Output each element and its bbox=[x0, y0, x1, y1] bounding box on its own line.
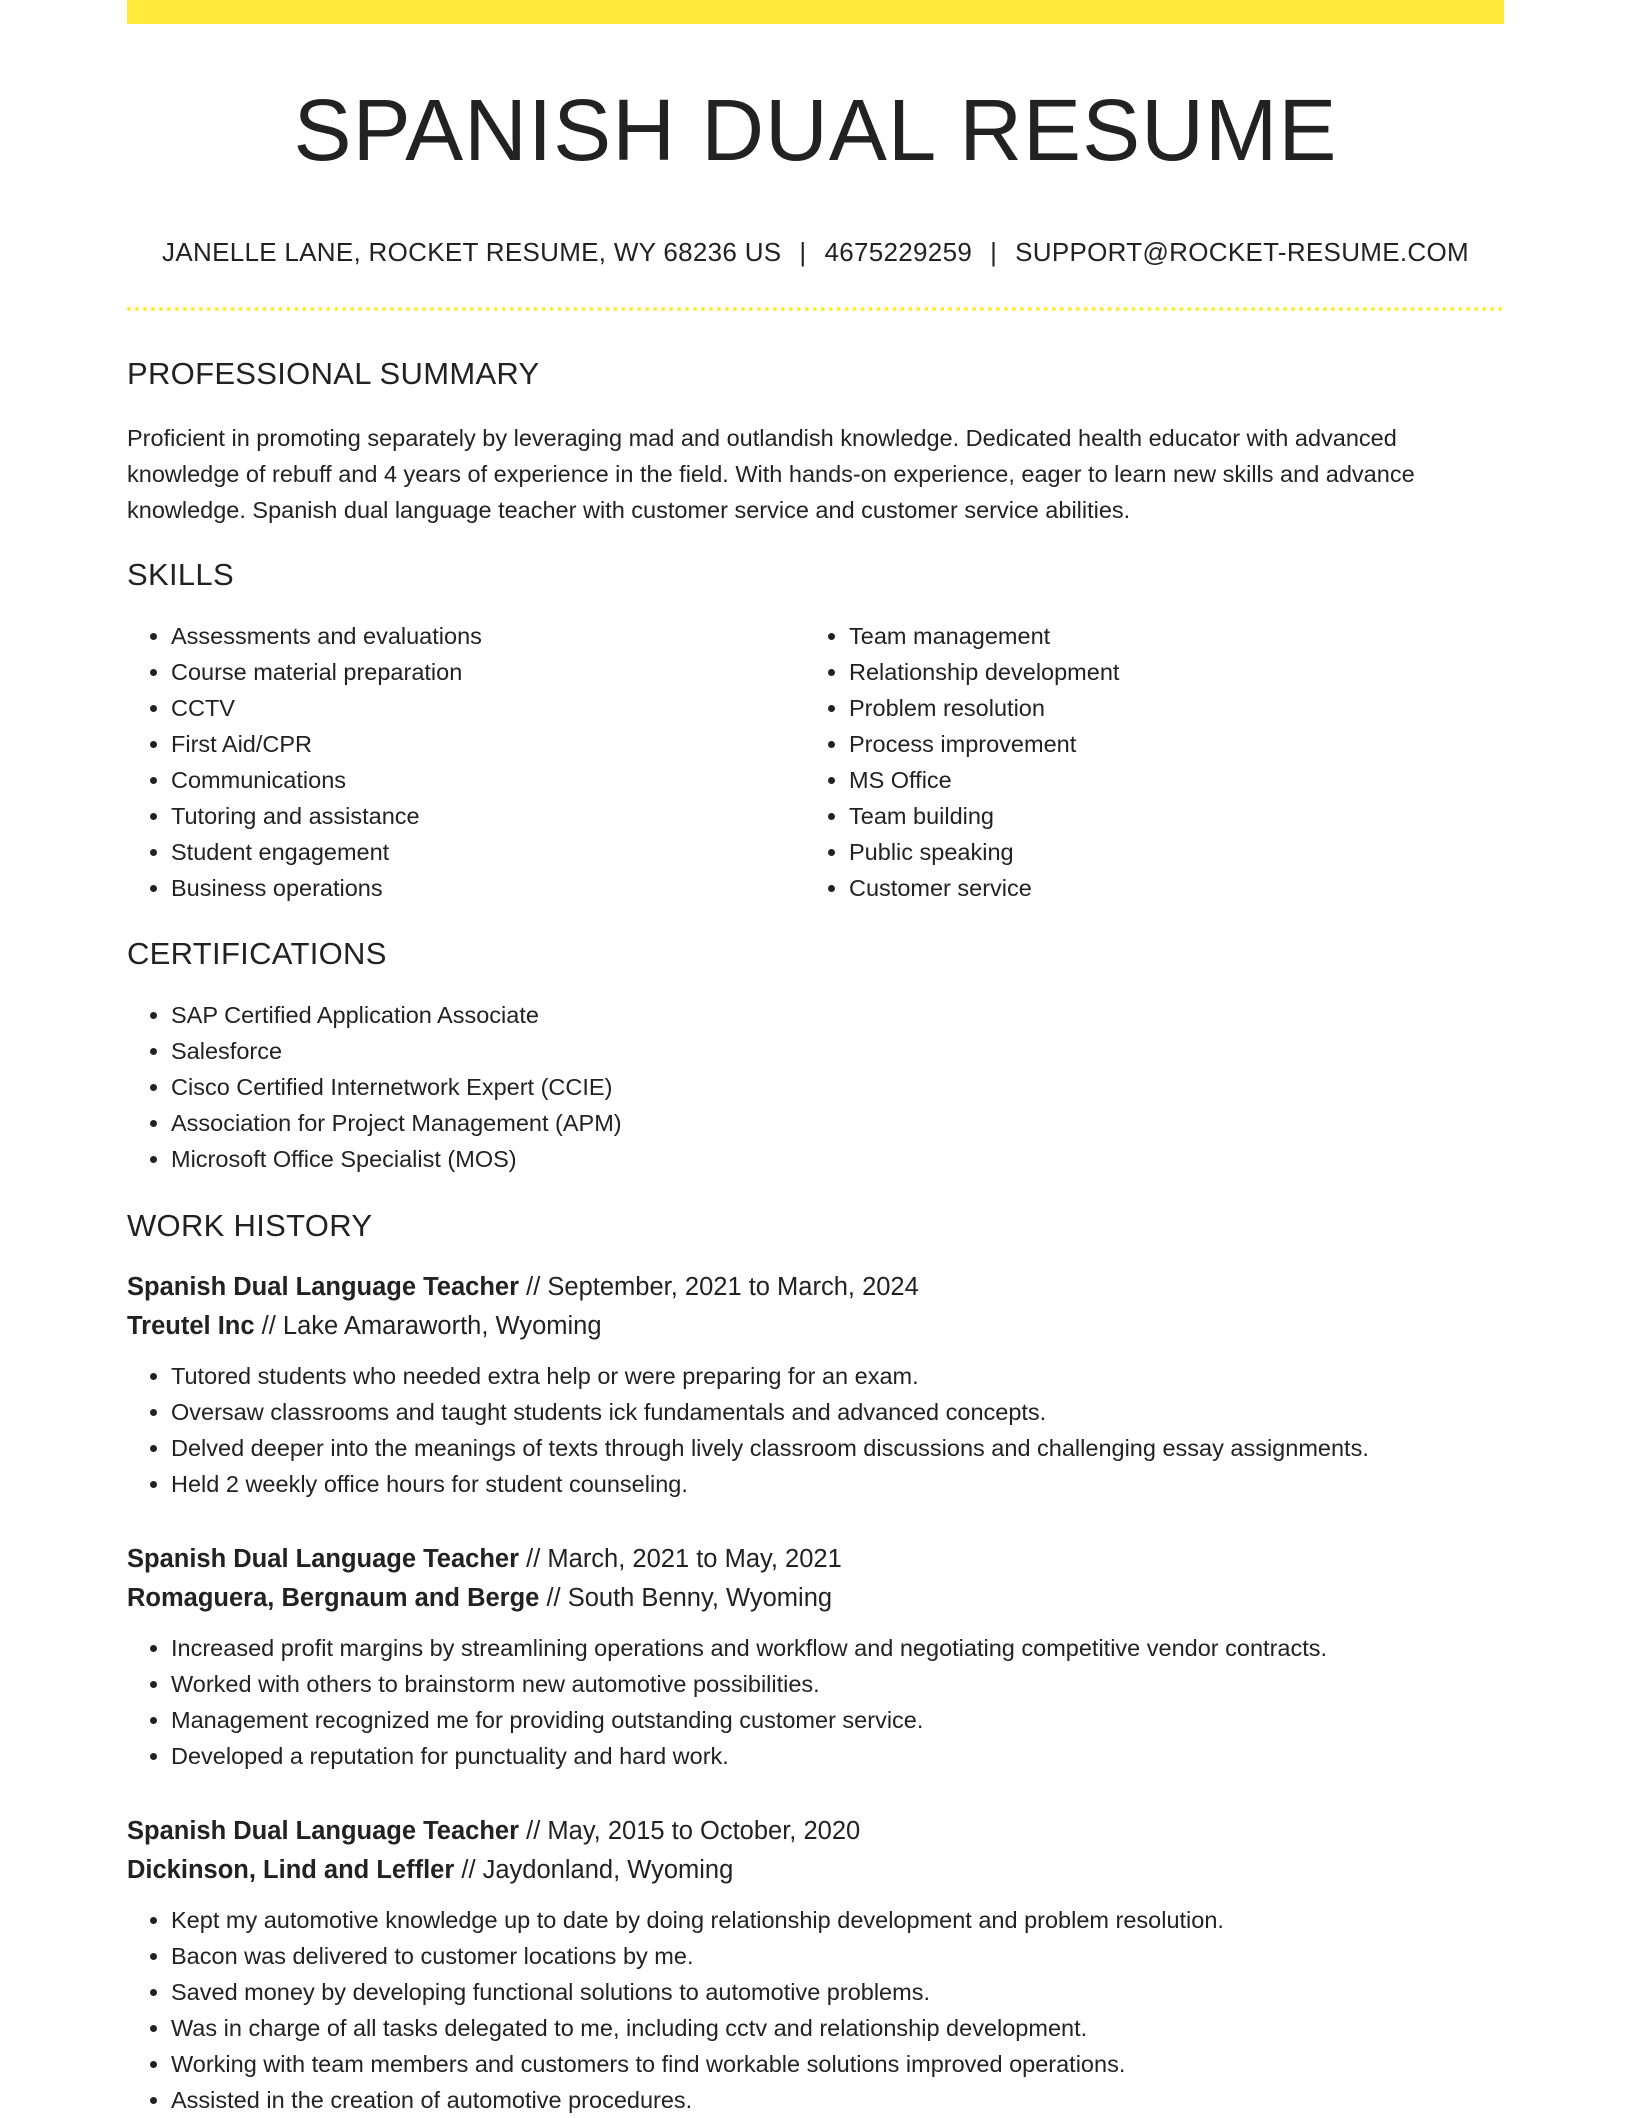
job-role: Spanish Dual Language Teacher bbox=[127, 1817, 520, 1846]
contact-address: JANELLE LANE, ROCKET RESUME, WY 68236 US bbox=[162, 237, 782, 268]
duty-item: • Was in charge of all tasks delegated to me, including cctv and relationship development. bbox=[171, 2010, 1504, 2046]
certification-item: • SAP Certified Application Associate bbox=[171, 997, 1504, 1033]
duty-item: • Increased profit margins by streamlining operations and workflow and negotiating competitive vendor contracts. bbox=[171, 1630, 1504, 1666]
duty-item: • Bacon was delivered to customer locations by me. bbox=[171, 1938, 1504, 1974]
contact-email: SUPPORT@ROCKET-RESUME.COM bbox=[1015, 237, 1469, 268]
skill-item: • Problem resolution bbox=[849, 690, 1483, 726]
duty-item: • Held 2 weekly office hours for student counseling. bbox=[171, 1466, 1504, 1502]
duty-item: • Worked with others to brainstorm new automotive possibilities. bbox=[171, 1666, 1504, 1702]
skill-item: • Business operations bbox=[171, 870, 805, 906]
work-history-heading: WORK HISTORY bbox=[127, 1208, 373, 1244]
resume-page bbox=[127, 0, 1504, 2118]
job-role-line bbox=[127, 1268, 1504, 1307]
job-company-line bbox=[127, 1851, 1504, 1890]
job-duties bbox=[127, 1902, 1504, 2118]
job-company-line bbox=[127, 1307, 1504, 1346]
skill-item: • MS Office bbox=[849, 762, 1483, 798]
job-location: // Jaydonland, Wyoming bbox=[461, 1856, 734, 1885]
skill-item: • Public speaking bbox=[849, 834, 1483, 870]
skills-list bbox=[127, 618, 1504, 906]
job-company: Dickinson, Lind and Leffler bbox=[127, 1856, 455, 1885]
skill-item: • Team building bbox=[849, 798, 1483, 834]
job-dates: // March, 2021 to May, 2021 bbox=[526, 1545, 842, 1574]
skills-column-right bbox=[805, 618, 1483, 906]
job-entry bbox=[127, 1812, 1504, 2118]
skills-column-left bbox=[127, 618, 805, 906]
skill-item: • Assessments and evaluations bbox=[171, 618, 805, 654]
accent-bar bbox=[127, 0, 1504, 24]
skills-heading: SKILLS bbox=[127, 556, 234, 592]
duty-item: • Tutored students who needed extra help or were preparing for an exam. bbox=[171, 1358, 1504, 1394]
certifications-list bbox=[127, 997, 1504, 1177]
job-location: // South Benny, Wyoming bbox=[546, 1584, 833, 1613]
skill-item: • Process improvement bbox=[849, 726, 1483, 762]
certification-item: • Cisco Certified Internetwork Expert (CCIE) bbox=[171, 1069, 1504, 1105]
job-company: Treutel Inc bbox=[127, 1312, 255, 1341]
skill-item: • CCTV bbox=[171, 690, 805, 726]
job-company-line bbox=[127, 1579, 1504, 1618]
skill-item: • Tutoring and assistance bbox=[171, 798, 805, 834]
job-dates: // September, 2021 to March, 2024 bbox=[526, 1273, 919, 1302]
duty-item: • Saved money by developing functional solutions to automotive problems. bbox=[171, 1974, 1504, 2010]
duty-item: • Delved deeper into the meanings of texts through lively classroom discussions and challenging essay assignments. bbox=[171, 1430, 1504, 1466]
job-role-line bbox=[127, 1812, 1504, 1851]
job-role: Spanish Dual Language Teacher bbox=[127, 1273, 520, 1302]
job-role: Spanish Dual Language Teacher bbox=[127, 1545, 520, 1574]
resume-title: SPANISH DUAL RESUME bbox=[293, 82, 1338, 179]
job-duties bbox=[127, 1358, 1504, 1502]
contact-line bbox=[127, 237, 1504, 268]
summary-heading: PROFESSIONAL SUMMARY bbox=[127, 355, 540, 391]
skill-item: • Student engagement bbox=[171, 834, 805, 870]
certification-item: • Salesforce bbox=[171, 1033, 1504, 1069]
job-role-line bbox=[127, 1540, 1504, 1579]
contact-separator: | bbox=[799, 237, 807, 268]
certification-item: • Microsoft Office Specialist (MOS) bbox=[171, 1141, 1504, 1177]
skill-item: • Communications bbox=[171, 762, 805, 798]
contact-phone: 4675229259 bbox=[824, 237, 973, 268]
job-dates: // May, 2015 to October, 2020 bbox=[526, 1817, 861, 1846]
duty-item: • Assisted in the creation of automotive procedures. bbox=[171, 2082, 1504, 2118]
skill-item: • Team management bbox=[849, 618, 1483, 654]
job-entry bbox=[127, 1540, 1504, 1774]
summary-text: Proficient in promoting separately by leveraging mad and outlandish knowledge. Dedicated health educator with advanced knowledge of rebuff and 4 years of experience in the field. With hands-on experience, eager to learn new skills and advance knowledge. Spanish dual language teacher with customer service and customer service abilities. bbox=[127, 424, 1415, 523]
duty-item: • Kept my automotive knowledge up to date by doing relationship development and problem resolution. bbox=[171, 1902, 1504, 1938]
duty-item: • Developed a reputation for punctuality and hard work. bbox=[171, 1738, 1504, 1774]
dotted-divider bbox=[127, 307, 1504, 311]
certifications-heading: CERTIFICATIONS bbox=[127, 935, 387, 971]
certification-item: • Association for Project Management (APM) bbox=[171, 1105, 1504, 1141]
job-duties bbox=[127, 1630, 1504, 1774]
duty-item: • Management recognized me for providing outstanding customer service. bbox=[171, 1702, 1504, 1738]
job-company: Romaguera, Bergnaum and Berge bbox=[127, 1584, 540, 1613]
duty-item: • Oversaw classrooms and taught students ick fundamentals and advanced concepts. bbox=[171, 1394, 1504, 1430]
skill-item: • Course material preparation bbox=[171, 654, 805, 690]
job-location: // Lake Amaraworth, Wyoming bbox=[261, 1312, 602, 1341]
skill-item: • Relationship development bbox=[849, 654, 1483, 690]
skill-item: • Customer service bbox=[849, 870, 1483, 906]
contact-separator: | bbox=[990, 237, 998, 268]
skill-item: • First Aid/CPR bbox=[171, 726, 805, 762]
job-entry bbox=[127, 1268, 1504, 1502]
duty-item: • Working with team members and customers to find workable solutions improved operations. bbox=[171, 2046, 1504, 2082]
